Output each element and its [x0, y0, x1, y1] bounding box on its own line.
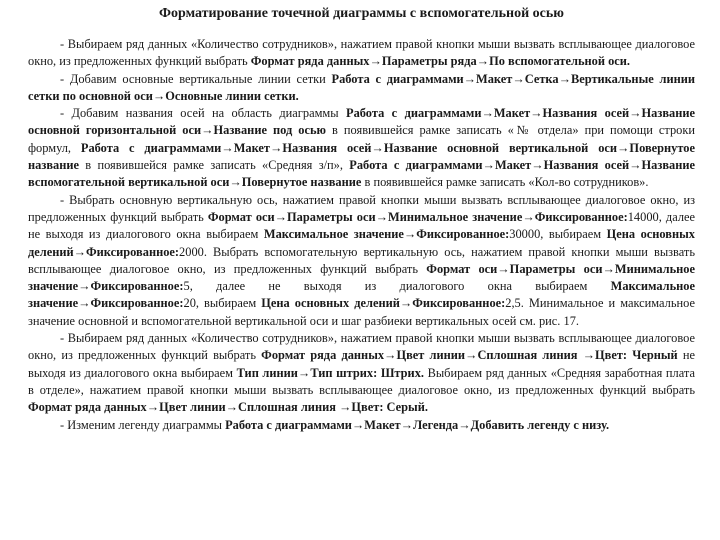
bold-text-run: Формат оси→Параметры оси→Минимальное значение→Фиксированное:: [28, 261, 695, 294]
text-run: - Добавим названия осей на область диаграммы: [60, 106, 346, 121]
text-run: - Добавим основные вертикальные линии сетки: [60, 71, 332, 86]
text-run: 5, далее не выходя из диалогового окна выбираем: [183, 279, 611, 294]
text-run: 30000, выбираем: [509, 227, 607, 242]
document-body: [28, 36, 695, 434]
paragraph: [28, 192, 695, 330]
bold-text-run: Формат оси→Параметры оси→Минимальное значение→Фиксированное:: [207, 209, 628, 224]
text-run: в появившейся рамке записать «№ отдела» при помощи строки формул,: [28, 123, 696, 155]
text-run: Выбираем ряд данных «Средняя заработная плата в отделе», нажатием правой кнопки мыши вызвать всплывающее диалоговое окно, из предложенных функций выбрать: [28, 365, 695, 397]
bold-text-run: Работа с диаграммами→Макет→Названия осей→Название вспомогательной вертикальной оси→Повернутое название: [28, 158, 696, 190]
text-run: 14000, далее не выходя из диалогового окна выбираем: [28, 209, 695, 242]
bold-text-run: Работа с диаграммами→Макет→Названия осей→Название основной вертикальной оси→Повернутое название: [28, 140, 695, 173]
text-run: - Выбираем ряд данных «Количество сотрудников», нажатием правой кнопки мыши вызвать всплывающее диалоговое окно, из предложенных функций выбрать: [28, 37, 695, 69]
text-run: - Выбрать основную вертикальную ось, нажатием правой кнопки мыши вызвать всплывающее диалоговое окно, из предложенных функций выбрать: [28, 192, 695, 224]
paragraph: [28, 36, 695, 71]
text-run: - Выбираем ряд данных «Количество сотрудников», нажатием правой кнопки мыши вызвать всплывающее диалоговое окно, из предложенных функций выбрать: [28, 331, 695, 363]
text-run: не выходя из диалогового окна выбираем: [28, 348, 695, 380]
text-run: в появившейся рамке записать «Кол-во сотрудников».: [361, 175, 649, 190]
paragraph: [28, 105, 695, 191]
paragraph: [28, 417, 695, 434]
document-title: Форматирование точечной диаграммы с вспомогательной осью: [159, 6, 564, 21]
bold-text-run: Формат ряда данных→Параметры ряда→По вспомогательной оси.: [250, 54, 631, 69]
bold-text-run: Работа с диаграммами→Макет→Легенда→Добавить легенду с низу.: [225, 417, 610, 432]
bold-text-run: Работа с диаграммами→Макет→Названия осей→Название основной горизонтальной оси→Название под осью: [28, 106, 695, 138]
bold-text-run: Работа с диаграммами→Макет→Сетка→Вертикальные линии сетки по основной оси→Основные линии сетки.: [28, 71, 695, 103]
bold-text-run: Тип линии→Тип штрих: Штрих.: [236, 365, 424, 380]
bold-text-run: Формат ряда данных→Цвет линии→Сплошная линия →Цвет: Серый.: [28, 400, 428, 415]
paragraph: [28, 330, 695, 416]
text-run: 20, выбираем: [183, 296, 262, 311]
bold-text-run: Цена основных делений→Фиксированное:: [261, 296, 506, 311]
bold-text-run: Формат ряда данных→Цвет линии→Сплошная линия →Цвет: Черный: [261, 348, 678, 363]
text-run: - Изменим легенду диаграммы: [60, 417, 226, 432]
bold-text-run: Максимальное значение→Фиксированное:: [28, 279, 695, 311]
bold-text-run: Цена основных делений→Фиксированное:: [28, 227, 695, 259]
text-run: 2,5. Минимальное и максимальное значение основной и вспомогательной вертикальной оси и шаг разбиеки вертикальных осей см. рис. 17.: [28, 296, 695, 328]
text-run: 2000. Выбрать вспомогательную вертикальную ось, нажатием правой кнопки мыши вызвать всплывающее диалоговое окно, из предложенных функций выбрать: [28, 244, 695, 276]
bold-text-run: Максимальное значение→Фиксированное:: [263, 227, 510, 242]
paragraph: [28, 71, 695, 106]
text-run: в появившейся рамке записать «Средняя з/п»,: [78, 158, 350, 173]
